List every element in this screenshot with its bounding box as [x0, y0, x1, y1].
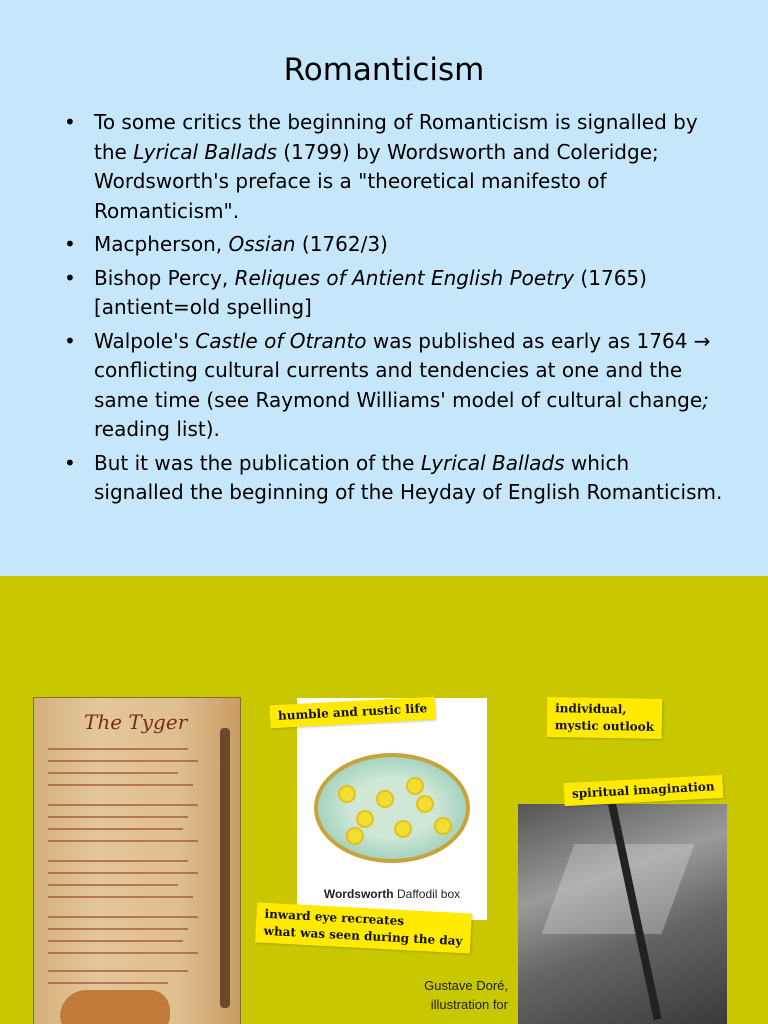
bullet-item: • But it was the publication of the Lyrical Ballads which signalled the beginning of the Heyday of English Romanticism. — [64, 449, 724, 508]
bullet-list — [64, 108, 724, 512]
slide-images — [0, 576, 768, 1024]
tag-humble-rustic: humble and rustic life — [270, 697, 436, 729]
tag-individual-mystic: individual, mystic outlook — [547, 697, 663, 739]
tag-spiritual-imagination: spiritual imagination — [564, 775, 724, 806]
bullet-item: • Macpherson, Ossian (1762/3) — [64, 230, 724, 260]
daffodil-box-image — [297, 698, 487, 920]
dore-illustration-image — [518, 804, 727, 1024]
bullet-item: • Bishop Percy, Reliques of Antient English Poetry (1765) [antient=old spelling] — [64, 264, 724, 323]
tiger-figure — [60, 990, 170, 1024]
dore-caption: Gustave Doré, illustration for — [424, 978, 508, 1012]
tag-inward-eye: inward eye recreates what was seen during the day — [255, 902, 472, 953]
arrow-icon: → — [693, 328, 711, 353]
tyger-title: The Tyger — [84, 710, 188, 734]
tyger-plate-image — [33, 697, 241, 1024]
enamel-box — [314, 753, 470, 863]
bullet-item: • To some critics the beginning of Romanticism is signalled by the Lyrical Ballads (1799) by Wordsworth and Coleridge; Wordsworth's preface is a "theoretical manifesto of Romanticism". — [64, 108, 724, 226]
slide-title: Romanticism — [283, 52, 485, 88]
daffodil-caption: Wordsworth Daffodil box — [323, 887, 461, 901]
bullet-item: • Walpole's Castle of Otranto was published as early as 1764 → conflicting cultural currents and tendencies at one and the same time (see Raymond Williams' model of cultural change; reading list). — [64, 327, 724, 445]
